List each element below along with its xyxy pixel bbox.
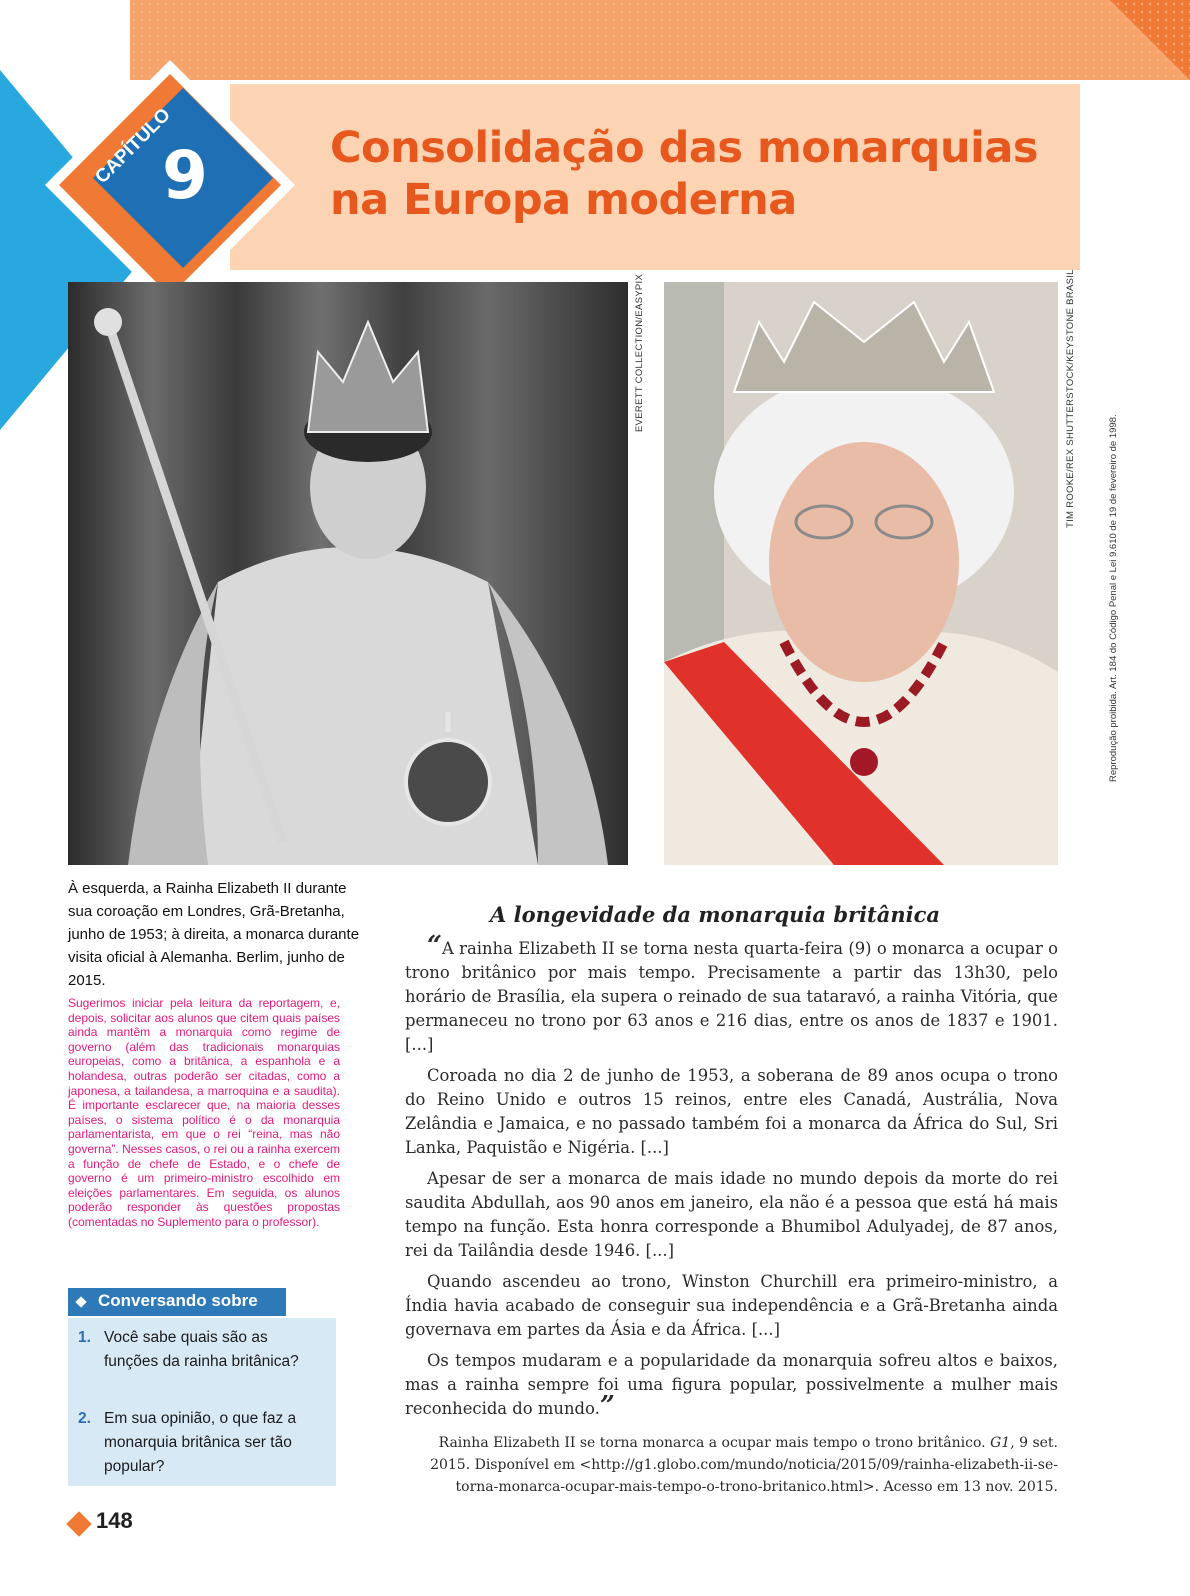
open-quote-mark: “ — [427, 931, 442, 961]
photo-coronation — [68, 282, 628, 865]
page-number-diamond-icon — [66, 1511, 91, 1536]
diamond-icon — [75, 1296, 86, 1307]
photo-credit-right: TIM ROOKE/REX SHUTTERSTOCK/KEYSTONE BRASIL — [1065, 269, 1076, 528]
source-publication: G1 — [990, 1435, 1011, 1451]
article-body — [405, 931, 1058, 1428]
question-number: 2. — [78, 1410, 91, 1427]
photo-credit-left: EVERETT COLLECTION/EASYPIX — [634, 273, 645, 432]
question-2 — [78, 1407, 318, 1479]
chapter-badge — [45, 60, 295, 310]
legal-notice: Reprodução proibida. Art. 184 do Código Penal e Lei 9.610 de 19 de fevereiro de 1998. — [1108, 414, 1119, 782]
chapter-number: 9 — [162, 137, 208, 214]
chapter-label: CAPÍTULO — [91, 104, 175, 188]
article-paragraph: “A rainha Elizabeth II se torna nesta quarta-feira (9) o monarca a ocupar o trono britânico por mais tempo. Precisamente a partir das 13h30, pelo horário de Brasília, ela supera o reinado de sua tataravó, a rainha Vitória, que permaneceu no trono por 63 anos e 216 dias, entre os anos de 1837 e 1901. [...] — [405, 931, 1058, 1054]
question-1 — [78, 1326, 318, 1374]
queen-portrait-illustration — [664, 282, 1058, 865]
article-paragraph: Apesar de ser a monarca de mais idade no mundo depois da morte do rei saudita Abdullah, aos 90 anos em janeiro, ela não é a pessoa que está há mais tempo na função. Esta honra corresponde a Bhumibol Adulyadej, de 87 anos, rei da Tailândia desde 1946. [...] — [405, 1169, 1058, 1260]
close-quote-mark: ” — [599, 1391, 615, 1421]
article-title: A longevidade da monarquia britânica — [489, 902, 940, 927]
photo-caption: À esquerda, a Rainha Elizabeth II durante sua coroação em Londres, Grã-Bretanha, junho de 1953; à direita, a monarca durante visita oficial à Alemanha. Berlim, junho de 2015. — [68, 880, 360, 989]
question-number: 1. — [78, 1329, 91, 1346]
question-text: Você sabe quais são as funções da rainha britânica? — [104, 1329, 299, 1370]
teacher-note: Sugerimos iniciar pela leitura da reportagem, e, depois, solicitar aos alunos que citem quais países ainda mantêm a monarquia como regime de governo (além das tradicionais monarquias europeias, como a britânica, a espanhola e a holandesa, outras poderão ser citadas, como a japonesa, a tailandesa, a marroquina e a saudita). É importante esclarecer que, na maioria desses países, o sistema político é o da monarquia parlamentarista, em que o rei “reina, mas não governa”. Nesses casos, o rei ou a rainha exercem a função de chefe de Estado, e o chefe de governo é um primeiro-ministro escolhido em eleições parlamentares. Em seguida, os alunos poderão responder às questões propostas (comentadas no Suplemento para o professor). — [68, 996, 340, 1229]
article-paragraph: Os tempos mudaram e a popularidade da monarquia sofreu altos e baixos, mas a rainha sempre foi uma figura popular, possivelmente a mulher mais reconhecida do mundo.” — [405, 1351, 1058, 1421]
photo-queen-2015 — [664, 282, 1058, 865]
conversando-title: Conversando sobre — [98, 1291, 258, 1310]
page-number: 148 — [96, 1508, 133, 1533]
conversando-header — [68, 1288, 286, 1316]
article-paragraph: Quando ascendeu ao trono, Winston Churchill era primeiro-ministro, a Índia havia acabado de conseguir sua independência e a Grã-Bretanha ainda governava em partes da Ásia e da África. [...] — [405, 1272, 1058, 1339]
article-paragraph: Coroada no dia 2 de junho de 1953, a soberana de 89 anos ocupa o trono do Reino Unido e outros 15 reinos, entre eles Canadá, Austrália, Nova Zelândia e Jamaica, e no passado também foi a monarca da África do Sul, Sri Lanka, Paquistão e Nigéria. [...] — [405, 1066, 1058, 1157]
question-text: Em sua opinião, o que faz a monarquia britânica ser tão popular? — [104, 1410, 297, 1475]
chapter-title: Consolidação das monarquias na Europa moderna — [330, 123, 1038, 225]
conversando-box — [68, 1318, 336, 1486]
coronation-portrait-illustration — [68, 282, 628, 865]
article-source: Rainha Elizabeth II se torna monarca a ocupar mais tempo o trono britânico. G1, 9 set. 2015. Disponível em <http://g1.globo.com/mundo/noticia/2015/09/rainha-elizabeth-ii-se-torna-monarca-ocupar-mais-tempo-o-trono-britanico.html>. Acesso em 13 nov. 2015. — [430, 1435, 1058, 1495]
